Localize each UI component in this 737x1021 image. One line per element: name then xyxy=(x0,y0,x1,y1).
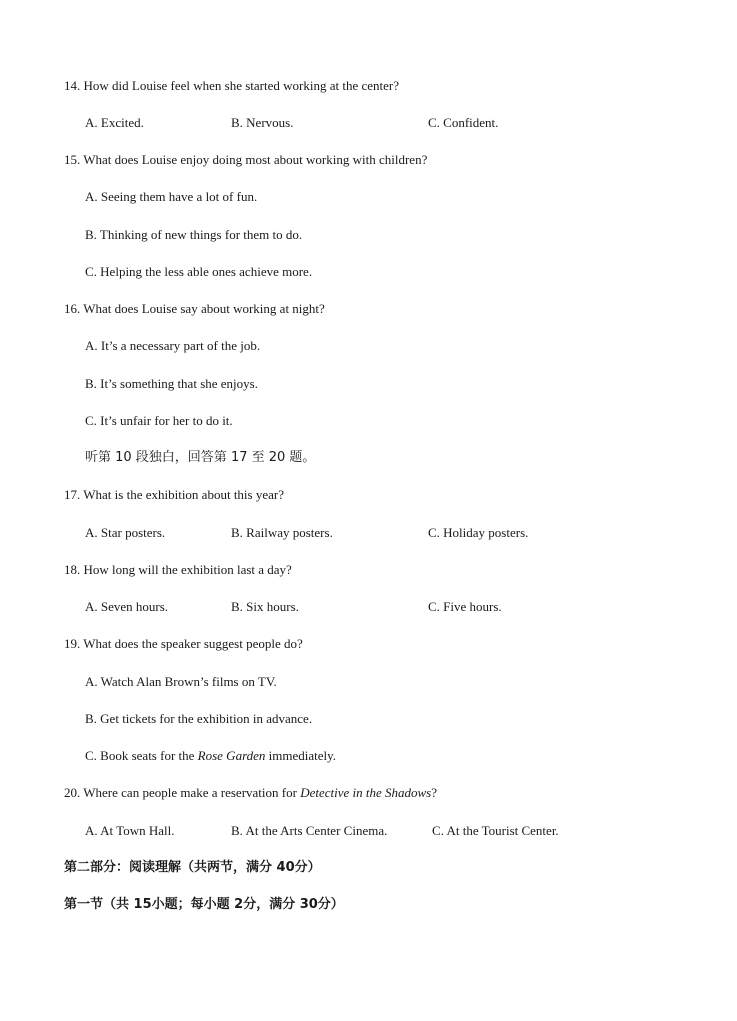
option-a: A. Seeing them have a lot of fun. xyxy=(85,189,258,204)
stem-text: 20. Where can people make a reservation for xyxy=(64,785,301,800)
option-a: A. It’s a necessary part of the job. xyxy=(85,338,261,353)
question-stem: 18. How long will the exhibition last a day? xyxy=(64,562,292,577)
option-c: C. Holiday posters. xyxy=(428,525,529,540)
option-b: B. At the Arts Center Cinema. xyxy=(231,823,388,838)
option-a: A. Seven hours. xyxy=(85,599,169,614)
option-b: B. It’s something that she enjoys. xyxy=(85,376,258,391)
option-b: B. Nervous. xyxy=(231,115,294,130)
question-stem: 14. How did Louise feel when she started working at the center? xyxy=(64,78,400,93)
option-b: B. Railway posters. xyxy=(231,525,333,540)
option-c-title: Rose Garden xyxy=(197,748,266,763)
listening-instruction: 听第 10 段独白，回答第 17 至 20 题。 xyxy=(85,450,316,465)
question-stem: 19. What does the speaker suggest people do? xyxy=(64,636,303,651)
stem-title: Detective in the Shadows xyxy=(300,785,432,800)
section-one-heading: 第一节（共 15小题；每小题 2分，满分 30分） xyxy=(64,897,344,912)
question-stem: 17. What is the exhibition about this year? xyxy=(64,487,284,502)
option-c-text: C. Book seats for the xyxy=(85,748,198,763)
question-stem: 15. What does Louise enjoy doing most about working with children? xyxy=(64,152,428,167)
option-a: A. Watch Alan Brown’s films on TV. xyxy=(85,674,277,689)
part-two-heading: 第二部分：阅读理解（共两节，满分 40分） xyxy=(64,860,321,875)
question-stem xyxy=(64,785,437,801)
option-a: A. At Town Hall. xyxy=(85,823,175,838)
option-c: C. It’s unfair for her to do it. xyxy=(85,413,233,428)
stem-text-end: ? xyxy=(431,785,438,800)
option-c: C. Helping the less able ones achieve more. xyxy=(85,264,313,279)
option-c: C. Five hours. xyxy=(428,599,502,614)
option-c xyxy=(85,748,336,764)
option-a: A. Star posters. xyxy=(85,525,166,540)
option-b: B. Get tickets for the exhibition in advance. xyxy=(85,711,313,726)
option-c: C. Confident. xyxy=(428,115,499,130)
option-b: B. Six hours. xyxy=(231,599,299,614)
option-c-text-end: immediately. xyxy=(265,748,337,763)
option-b: B. Thinking of new things for them to do. xyxy=(85,227,303,242)
option-a: A. Excited. xyxy=(85,115,144,130)
question-stem: 16. What does Louise say about working at night? xyxy=(64,301,325,316)
option-c: C. At the Tourist Center. xyxy=(432,823,559,838)
